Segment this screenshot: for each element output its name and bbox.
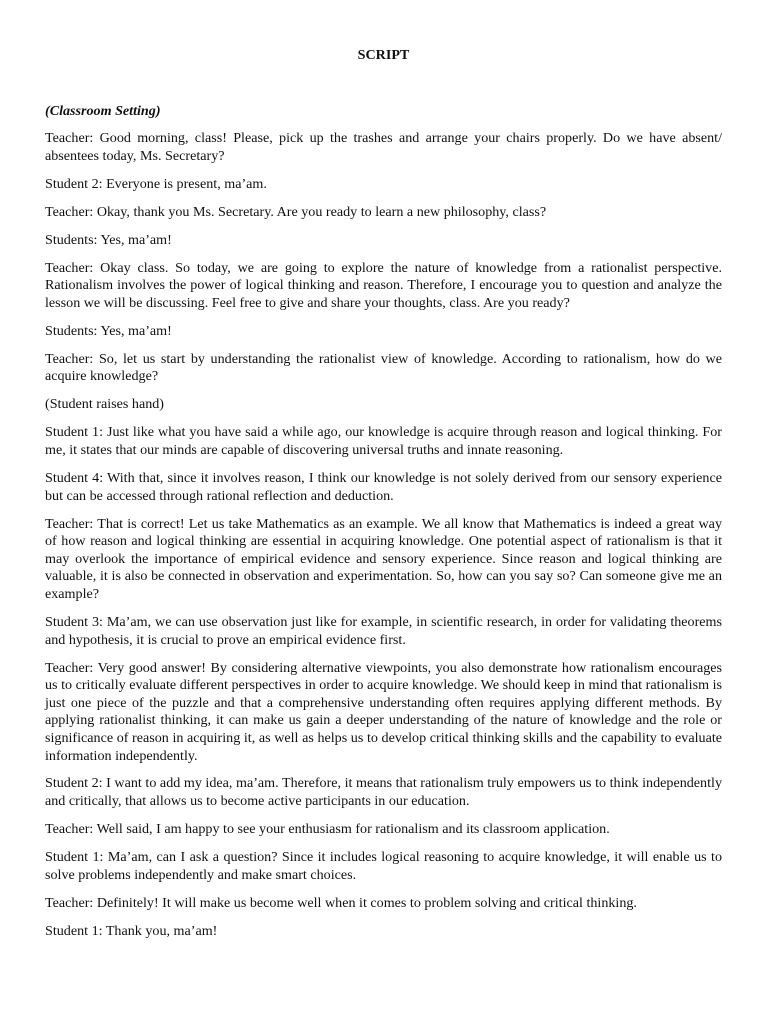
dialogue-line: Student 2: I want to add my idea, ma’am. Therefore, it means that rationalism truly empowers us to think independently and critically, that allows us to become active participants in our education. — [45, 775, 722, 810]
dialogue-line: Student 1: Thank you, ma’am! — [45, 922, 218, 939]
stage-direction: (Student raises hand) — [45, 396, 164, 413]
dialogue-line: Teacher: Very good answer! By considering alternative viewpoints, you also demonstrate how rationalism encourages us to critically evaluate different perspectives in order to acquire knowledge. We should keep in mind that rationalism is just one piece of the puzzle and that a comprehensive understanding often requires applying different methods. By applying rationalist thinking, it can make us gain a deeper understanding of the nature of knowledge and the role or significance of reason in acquiring it, as well as helps us to develop critical thinking skills and the capability to evaluate information independently. — [45, 659, 722, 764]
dialogue-line: Teacher: Definitely! It will make us become well when it comes to problem solving and critical thinking. — [45, 894, 637, 911]
dialogue-line: Teacher: That is correct! Let us take Mathematics as an example. We all know that Mathematics is indeed a great way of how reason and logical thinking are essential in acquiring knowledge. One potential aspect of rationalism is that it may overlook the importance of empirical evidence and sensory experience. Since reason and logical thinking are valuable, it is also be connected in observation and experimentation. So, how can you say so? Can someone give me an example? — [45, 515, 722, 602]
document-title: SCRIPT — [357, 47, 410, 63]
dialogue-line: Teacher: Okay class. So today, we are going to explore the nature of knowledge from a rationalist perspective. Rationalism involves the power of logical thinking and reason. Therefore, I encourage you to question and analyze the lesson we will be discussing. Feel free to give and share your thoughts, class. Are you ready? — [45, 259, 722, 311]
scene-setting: (Classroom Setting) — [45, 102, 161, 119]
dialogue-line: Students: Yes, ma’am! — [45, 322, 172, 339]
dialogue-line: Teacher: Good morning, class! Please, pick up the trashes and arrange your chairs properly. Do we have absent/ absentees today, Ms. Secretary? — [45, 130, 722, 164]
dialogue-line: Student 2: Everyone is present, ma’am. — [45, 175, 267, 192]
dialogue-line: Students: Yes, ma’am! — [45, 231, 172, 248]
dialogue-line: Teacher: Well said, I am happy to see your enthusiasm for rationalism and its classroom application. — [45, 821, 610, 838]
dialogue-line: Student 1: Just like what you have said a while ago, our knowledge is acquire through reason and logical thinking. For me, it states that our minds are capable of discovering universal truths and innate reasoning. — [45, 424, 722, 459]
dialogue-line: Student 1: Ma’am, can I ask a question? Since it includes logical reasoning to acquire knowledge, it will enable us to solve problems independently and make smart choices. — [45, 849, 722, 883]
script-document — [45, 47, 722, 951]
dialogue-line: Student 3: Ma’am, we can use observation just like for example, in scientific research, in order for validating theorems and hypothesis, it is crucial to prove an empirical evidence first. — [45, 613, 722, 648]
dialogue-line: Teacher: Okay, thank you Ms. Secretary. Are you ready to learn a new philosophy, class? — [45, 203, 547, 220]
dialogue-line: Teacher: So, let us start by understanding the rationalist view of knowledge. According to rationalism, how do we acquire knowledge? — [45, 350, 722, 385]
dialogue-line: Student 4: With that, since it involves reason, I think our knowledge is not solely derived from our sensory experience but can be accessed through rational reflection and deduction. — [45, 470, 722, 504]
